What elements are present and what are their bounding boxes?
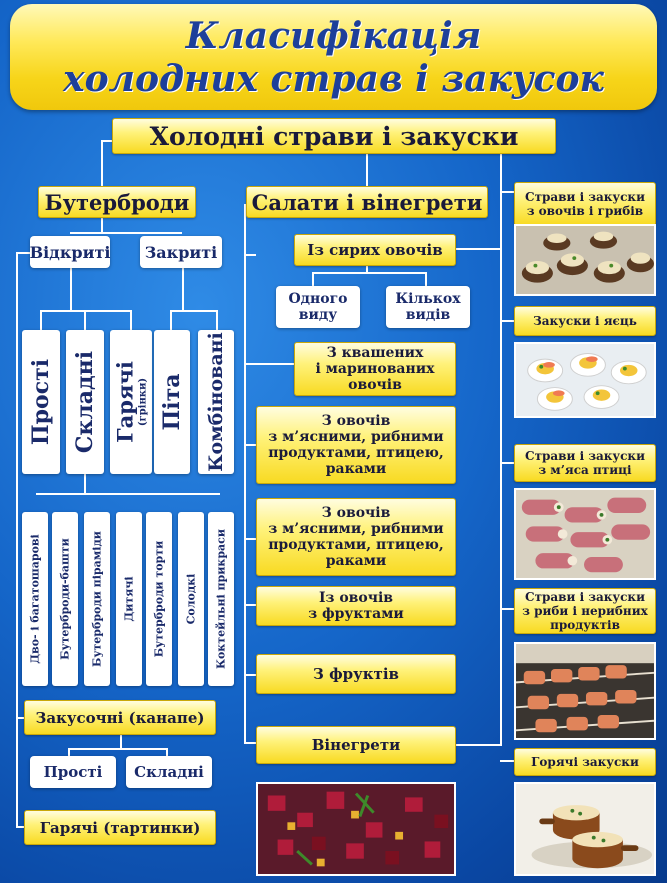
- type-hot: Гарячі (грінки): [110, 330, 152, 474]
- hot-snacks-box: Горячі закуски: [514, 748, 656, 776]
- type-simple: Прості: [22, 330, 60, 474]
- type-combined: Комбіновані: [198, 330, 234, 474]
- fish-box: Страви і закуски з риби і нерибних продуктів: [514, 588, 656, 634]
- connector: [130, 310, 132, 330]
- connector: [500, 760, 514, 762]
- connector: [244, 674, 256, 676]
- stuffed-mushrooms-photo: [514, 224, 656, 296]
- open-sandwiches: Відкриті: [30, 236, 110, 268]
- meat-rolls-photo: [514, 488, 656, 580]
- canape-complex: Складні: [126, 756, 212, 788]
- connector: [40, 310, 132, 312]
- veg-meat-box-2: З овочів з м’ясними, рибними продуктами, птицею, раками: [256, 498, 456, 576]
- connector: [500, 608, 514, 610]
- canape-simple: Прості: [30, 756, 116, 788]
- connector: [101, 140, 103, 186]
- pickled-veg-box: З квашених і маринованих овочів: [294, 342, 456, 396]
- connector: [166, 748, 168, 756]
- veg-mushroom-box: Страви і закуски з овочів і грибів: [514, 182, 656, 226]
- vinaigrettes-box: Вінегрети: [256, 726, 456, 764]
- connector: [312, 272, 426, 274]
- fish-skewers-photo: [514, 642, 656, 740]
- vinaigrette-photo: [256, 782, 456, 876]
- tartines-box: Гарячі (тартинки): [24, 810, 216, 845]
- title-line-1: Класифікація: [185, 15, 482, 57]
- connector: [170, 310, 218, 312]
- main-header: Холодні страви і закуски: [112, 118, 556, 154]
- title-banner: [10, 4, 657, 110]
- connector: [68, 748, 70, 756]
- veg-fruit-box: Із овочів з фруктами: [256, 586, 456, 626]
- connector: [244, 444, 256, 446]
- connector: [40, 310, 42, 330]
- connector: [36, 493, 220, 495]
- canape-box: Закусочні (канапе): [24, 700, 216, 735]
- subtype-cocktail: Коктейльні прикраси: [208, 512, 234, 686]
- connector: [500, 462, 514, 464]
- connector: [312, 272, 314, 286]
- connector: [70, 232, 182, 234]
- connector: [244, 254, 256, 256]
- connector: [456, 744, 502, 746]
- type-pita: Піта: [154, 330, 190, 474]
- subtype-cakes: Бутерброди торти: [146, 512, 172, 686]
- connector: [244, 363, 294, 365]
- subtype-sweet: Солодкі: [178, 512, 204, 686]
- connector: [170, 310, 172, 330]
- connector: [120, 735, 122, 749]
- connector: [244, 204, 246, 742]
- connector: [500, 191, 514, 193]
- meat-poultry-box: Страви і закуски з м’яса птиці: [514, 444, 656, 482]
- connector: [244, 538, 256, 540]
- raw-veg-box: Із сирих овочів: [294, 234, 456, 266]
- connector: [244, 742, 256, 744]
- connector: [500, 140, 502, 746]
- hot-pots-photo: [514, 782, 656, 876]
- sandwiches-heading: Бутерброди: [38, 186, 196, 218]
- type-complex: Складні: [66, 330, 104, 474]
- connector: [68, 748, 168, 750]
- connector: [366, 266, 368, 274]
- connector: [84, 310, 86, 330]
- connector: [182, 268, 184, 312]
- several-kinds-box: Кількох видів: [386, 286, 470, 328]
- connector: [500, 320, 514, 322]
- subtype-pyramids: Бутерброди піраміди: [84, 512, 110, 686]
- title-line-2: холодних страв і закусок: [63, 58, 604, 100]
- subtype-kids: Дитячі: [116, 512, 142, 686]
- connector: [16, 252, 30, 254]
- one-kind-box: Одного виду: [276, 286, 360, 328]
- fruit-box: З фруктів: [256, 654, 456, 694]
- connector: [216, 310, 218, 330]
- eggs-box: Закуски і яєць: [514, 306, 656, 336]
- veg-meat-box-1: З овочів з м’ясними, рибними продуктами, птицею, раками: [256, 406, 456, 484]
- stuffed-eggs-photo: [514, 342, 656, 418]
- connector: [244, 604, 256, 606]
- subtype-multilayer: Дво- і багатошарові: [22, 512, 48, 686]
- connector: [16, 252, 18, 828]
- connector: [425, 272, 427, 286]
- closed-sandwiches: Закриті: [140, 236, 222, 268]
- subtype-towers: Бутерброди-башти: [52, 512, 78, 686]
- connector: [84, 474, 86, 494]
- connector: [70, 268, 72, 312]
- connector: [456, 248, 502, 250]
- connector: [366, 152, 368, 186]
- salads-heading: Салати і вінегрети: [246, 186, 488, 218]
